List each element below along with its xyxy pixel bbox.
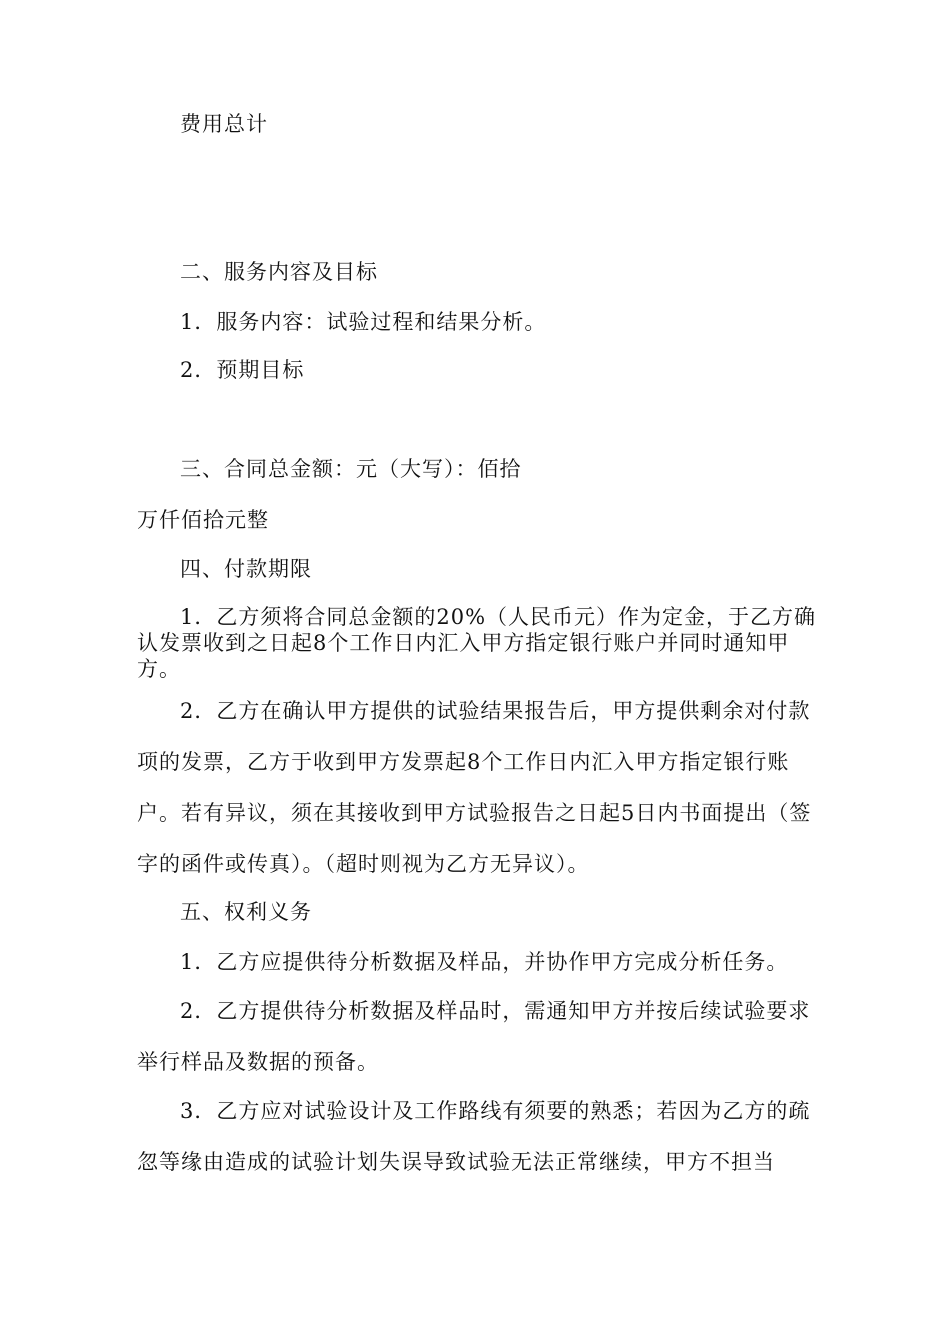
section-2-item-2: 2．预期目标 (180, 358, 305, 382)
section-5-title: 五、权利义务 (180, 900, 312, 924)
section-5-item-2: 2．乙方提供待分析数据及样品时，需通知甲方并按后续试验要求举行样品及数据的预备。 (137, 999, 811, 1074)
section-4-title: 四、付款期限 (180, 557, 312, 581)
section-5-item-1: 1．乙方应提供待分析数据及样品，并协作甲方完成分析任务。 (180, 950, 789, 974)
section-3-line-2: 万仟佰拾元整 (137, 508, 269, 532)
section-3-line-1: 三、合同总金额：元（大写）：佰拾 (180, 457, 522, 481)
section-2-item-1: 1．服务内容：试验过程和结果分析。 (180, 310, 547, 334)
section-4-item-2: 2．乙方在确认甲方提供的试验结果报告后，甲方提供剩余对付款项的发票，乙方于收到甲方发票起8个工作日内汇入甲方指定银行账户。若有异议，须在其接收到甲方试验报告之日起5日内书面提出（签字的函件或传真）。（超时则视为乙方无异议）。 (137, 699, 812, 876)
section-2-title: 二、服务内容及目标 (180, 260, 378, 284)
section-5-item-3: 3．乙方应对试验设计及工作路线有须要的熟悉；若因为乙方的疏忽等缘由造成的试验计划失误导致试验无法正常继续，甲方不担当 (137, 1099, 811, 1174)
section-4-item-1: 1．乙方须将合同总金额的20%（人民币元）作为定金，于乙方确认发票收到之日起8个工作日内汇入甲方指定银行账户并同时通知甲方。 (137, 605, 817, 681)
fee-total-heading: 费用总计 (180, 112, 268, 136)
